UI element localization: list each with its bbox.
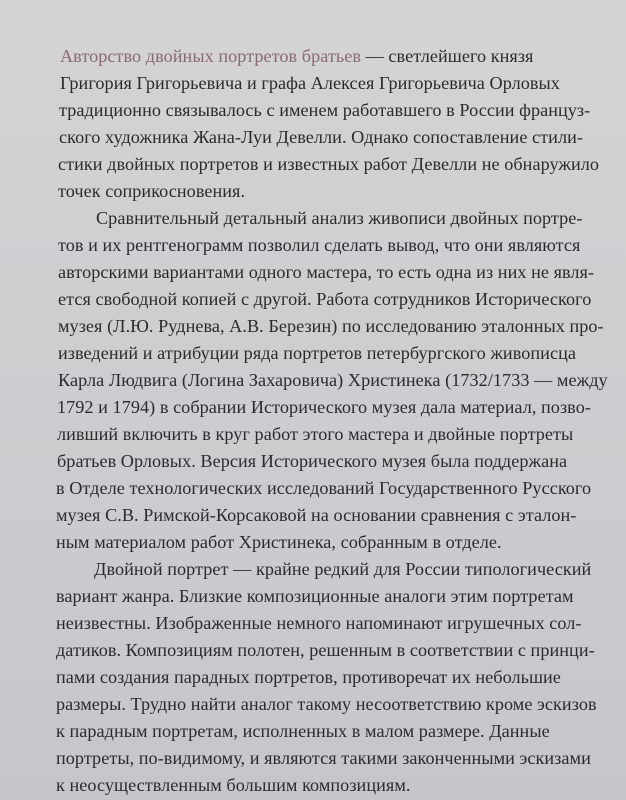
- text-line: к парадным портретам, исполненных в малом размере. Данные: [56, 721, 550, 741]
- lead-in-text: Авторство двойных портретов братьев: [60, 46, 361, 66]
- text-line: ным материалом работ Христинека, собранным в отделе.: [56, 532, 502, 552]
- text-line: Двойной портрет — крайне редкий для России типологический: [94, 559, 592, 579]
- text-line: 1792 и 1794) в собрании Исторического музея дала материал, позво-: [57, 397, 591, 417]
- text-line: братьев Орловых. Версия Исторического музея была поддержана: [57, 451, 568, 471]
- text-line: тов и их рентгенограмм позволил сделать вывод, что они являются: [58, 235, 581, 255]
- text-line: музея (Л.Ю. Руднева, А.В. Березин) по исследованию эталонных про-: [58, 316, 604, 336]
- text-line: ского художника Жана-Луи Девелли. Однако сопоставление стили-: [59, 127, 583, 147]
- text-line: стики двойных портретов и известных работ Девелли не обнаружило: [58, 154, 600, 174]
- text-line: авторскими вариантами одного мастера, то есть одна из них не явля-: [58, 262, 595, 282]
- text-line: портреты, по-видимому, и являются такими законченными эскизами: [56, 748, 591, 768]
- text-line: вариант жанра. Близкие композиционные аналоги этим портретам: [56, 586, 574, 606]
- text-line: изведений и атрибуции ряда портретов петербургского живописца: [58, 343, 576, 363]
- text-line: музея С.В. Римской-Корсаковой на основании сравнения с эталон-: [56, 505, 577, 525]
- text-line: неизвестны. Изображенные немного напоминают игрушечных сол-: [56, 613, 582, 633]
- text-line: датиков. Композициям полотен, решенным в соответствии с принци-: [56, 640, 595, 660]
- text-line: Сравнительный детальный анализ живописи двойных портре-: [96, 208, 583, 228]
- text-line: Карла Людвига (Логина Захаровича) Христинека (1732/1733 — между: [58, 370, 608, 390]
- text-line: [60, 45, 533, 67]
- text-line: ливший включить в круг работ этого мастера и двойные портреты: [57, 424, 574, 444]
- text-line: традиционно связывалось с именем работавшего в России француз-: [59, 100, 591, 120]
- text-line: в Отделе технологических исследований Государственного Русского: [56, 478, 592, 498]
- text-line: пами создания парадных портретов, противоречат их небольшие: [56, 667, 561, 687]
- line-text: — светлейшего князя: [360, 46, 534, 66]
- text-line: к неосуществленным большим композициям.: [56, 775, 411, 795]
- text-line: Григория Григорьевича и графа Алексея Григорьевича Орловых: [60, 73, 560, 93]
- text-line: ется свободной копией с другой. Работа сотрудников Исторического: [58, 289, 592, 309]
- text-line: точек соприкосновения.: [58, 181, 246, 201]
- text-line: размеры. Трудно найти аналог такому несоответствию кроме эскизов: [56, 694, 597, 714]
